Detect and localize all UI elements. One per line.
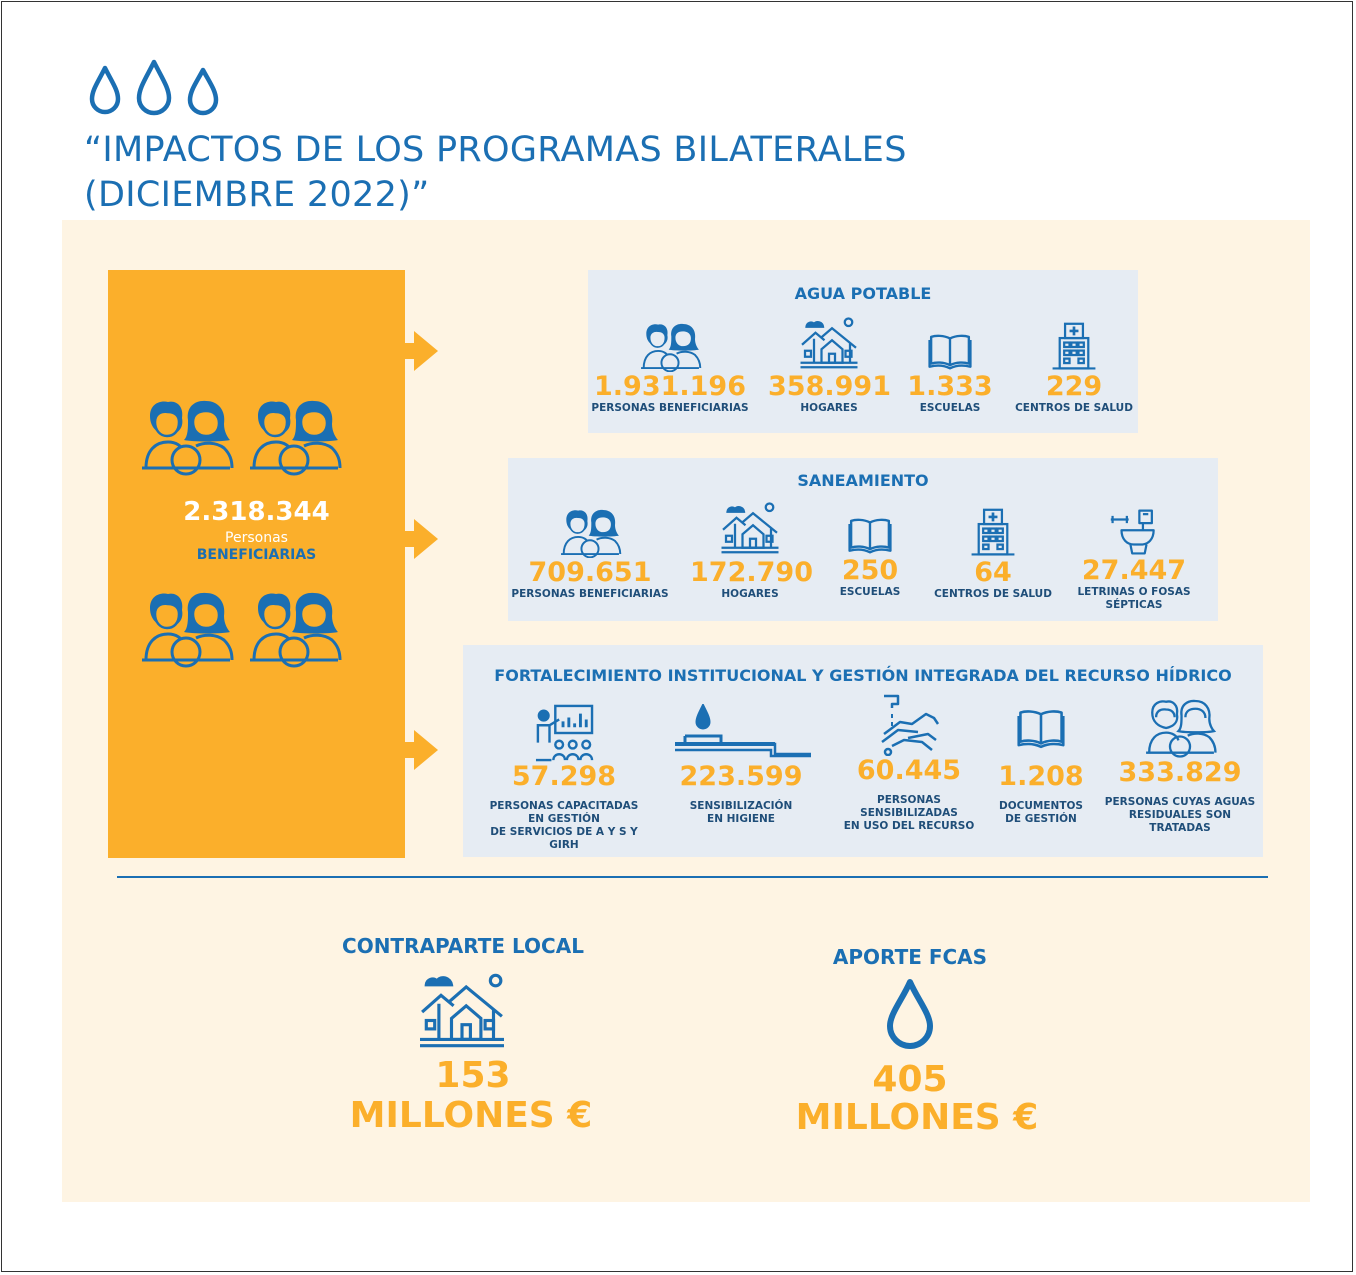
people-group-icon <box>138 398 358 488</box>
stat-item <box>826 514 914 599</box>
water-level-icon <box>671 704 811 762</box>
training-icon <box>534 704 594 762</box>
stat-value: 1.931.196 <box>593 371 747 402</box>
book-icon <box>848 514 892 556</box>
toilet-icon <box>1109 508 1159 556</box>
section-title: SANEAMIENTO <box>797 471 929 490</box>
people-icon <box>558 508 622 558</box>
stat-label: ESCUELAS <box>839 586 901 598</box>
stat-value: 60.445 <box>856 755 962 786</box>
stat-value: 358.991 <box>768 371 891 402</box>
contraparte-value: 153 <box>435 1055 511 1096</box>
stat-item <box>510 508 670 601</box>
header-drops <box>88 58 220 116</box>
book-icon <box>1017 706 1065 750</box>
stat-label: SENSIBILIZACIÓN EN HIGIENE <box>689 800 793 825</box>
stat-item <box>668 704 814 826</box>
stat-value: 172.790 <box>690 557 813 588</box>
book-icon <box>928 330 972 372</box>
page-title <box>84 128 907 218</box>
fcas-value: 405 <box>872 1059 948 1100</box>
stat-label: HOGARES <box>800 402 858 414</box>
arrow-icon <box>414 331 438 371</box>
stat-item <box>1012 322 1136 415</box>
stat-value: 333.829 <box>1118 757 1242 788</box>
page-title-line2: (DICIEMBRE 2022)” <box>84 175 430 215</box>
stat-label: HOGARES <box>721 588 779 600</box>
stat-value: 57.298 <box>511 761 617 792</box>
stat-item <box>1100 698 1260 835</box>
hospital-icon <box>969 508 1017 558</box>
fcas-unit: MILLONES € <box>795 1097 1039 1138</box>
stat-item <box>690 500 813 601</box>
handwash-icon <box>878 694 940 756</box>
stat-item <box>1068 508 1200 612</box>
stat-value: 1.333 <box>907 371 993 402</box>
hospital-icon <box>1050 322 1098 372</box>
arrow-icon <box>414 519 438 559</box>
stat-label: PERSONAS BENEFICIARIAS <box>511 588 669 600</box>
contraparte-title: CONTRAPARTE LOCAL <box>342 934 584 958</box>
stat-label: DOCUMENTOS DE GESTIÓN <box>999 800 1083 825</box>
stat-label: ESCUELAS <box>919 402 981 414</box>
summary-box <box>108 270 405 858</box>
summary-label-beneficiarias: BENEFICIARIAS <box>196 547 317 563</box>
stat-item <box>476 704 652 852</box>
stat-value: 1.208 <box>998 761 1084 792</box>
stat-label: CENTROS DE SALUD <box>934 588 1052 600</box>
people-icon <box>1143 698 1217 758</box>
stat-item <box>838 694 980 833</box>
section-title: AGUA POTABLE <box>794 284 932 303</box>
house-icon <box>720 500 780 558</box>
section-title: FORTALECIMIENTO INSTITUCIONAL Y GESTIÓN INTEGRADA DEL RECURSO HÍDRICO <box>494 666 1232 685</box>
stat-value: 223.599 <box>679 761 803 792</box>
stat-label: PERSONAS BENEFICIARIAS <box>591 402 749 414</box>
divider <box>117 876 1268 878</box>
stat-value: 229 <box>1045 371 1103 402</box>
water-drop-icon <box>139 62 169 113</box>
arrow-icon <box>414 730 438 770</box>
stat-label: PERSONAS SENSIBILIZADAS EN USO DEL RECURSO <box>843 794 975 832</box>
stat-item <box>994 706 1088 826</box>
people-icon <box>638 322 702 372</box>
house-icon <box>799 316 859 372</box>
stat-value: 27.447 <box>1081 555 1187 586</box>
stat-value: 250 <box>841 555 899 586</box>
stat-label: LETRINAS O FOSAS SÉPTICAS <box>1077 586 1191 611</box>
stat-label: CENTROS DE SALUD <box>1015 402 1133 414</box>
people-group-icon <box>138 590 358 680</box>
house-icon <box>420 968 504 1052</box>
page-title-line1: “IMPACTOS DE LOS PROGRAMAS BILATERALES <box>84 130 907 170</box>
stat-item <box>930 508 1056 601</box>
stat-item <box>590 322 750 415</box>
stat-label: PERSONAS CAPACITADAS EN GESTIÓN DE SERVICIOS DE A Y S Y GIRH <box>489 800 639 851</box>
contraparte-unit: MILLONES € <box>349 1095 593 1136</box>
summary-label-personas: Personas <box>225 530 288 546</box>
stat-label: PERSONAS CUYAS AGUAS RESIDUALES SON TRATADAS <box>1104 796 1256 834</box>
stat-value: 64 <box>974 557 1012 588</box>
stat-value: 709.651 <box>528 557 652 588</box>
stat-item <box>904 330 996 415</box>
summary-value: 2.318.344 <box>183 497 330 527</box>
fcas-title: APORTE FCAS <box>832 945 988 969</box>
water-drop-icon <box>92 68 118 112</box>
water-drop-icon <box>884 978 936 1050</box>
stat-item <box>768 316 890 415</box>
water-drop-icon <box>190 70 216 113</box>
